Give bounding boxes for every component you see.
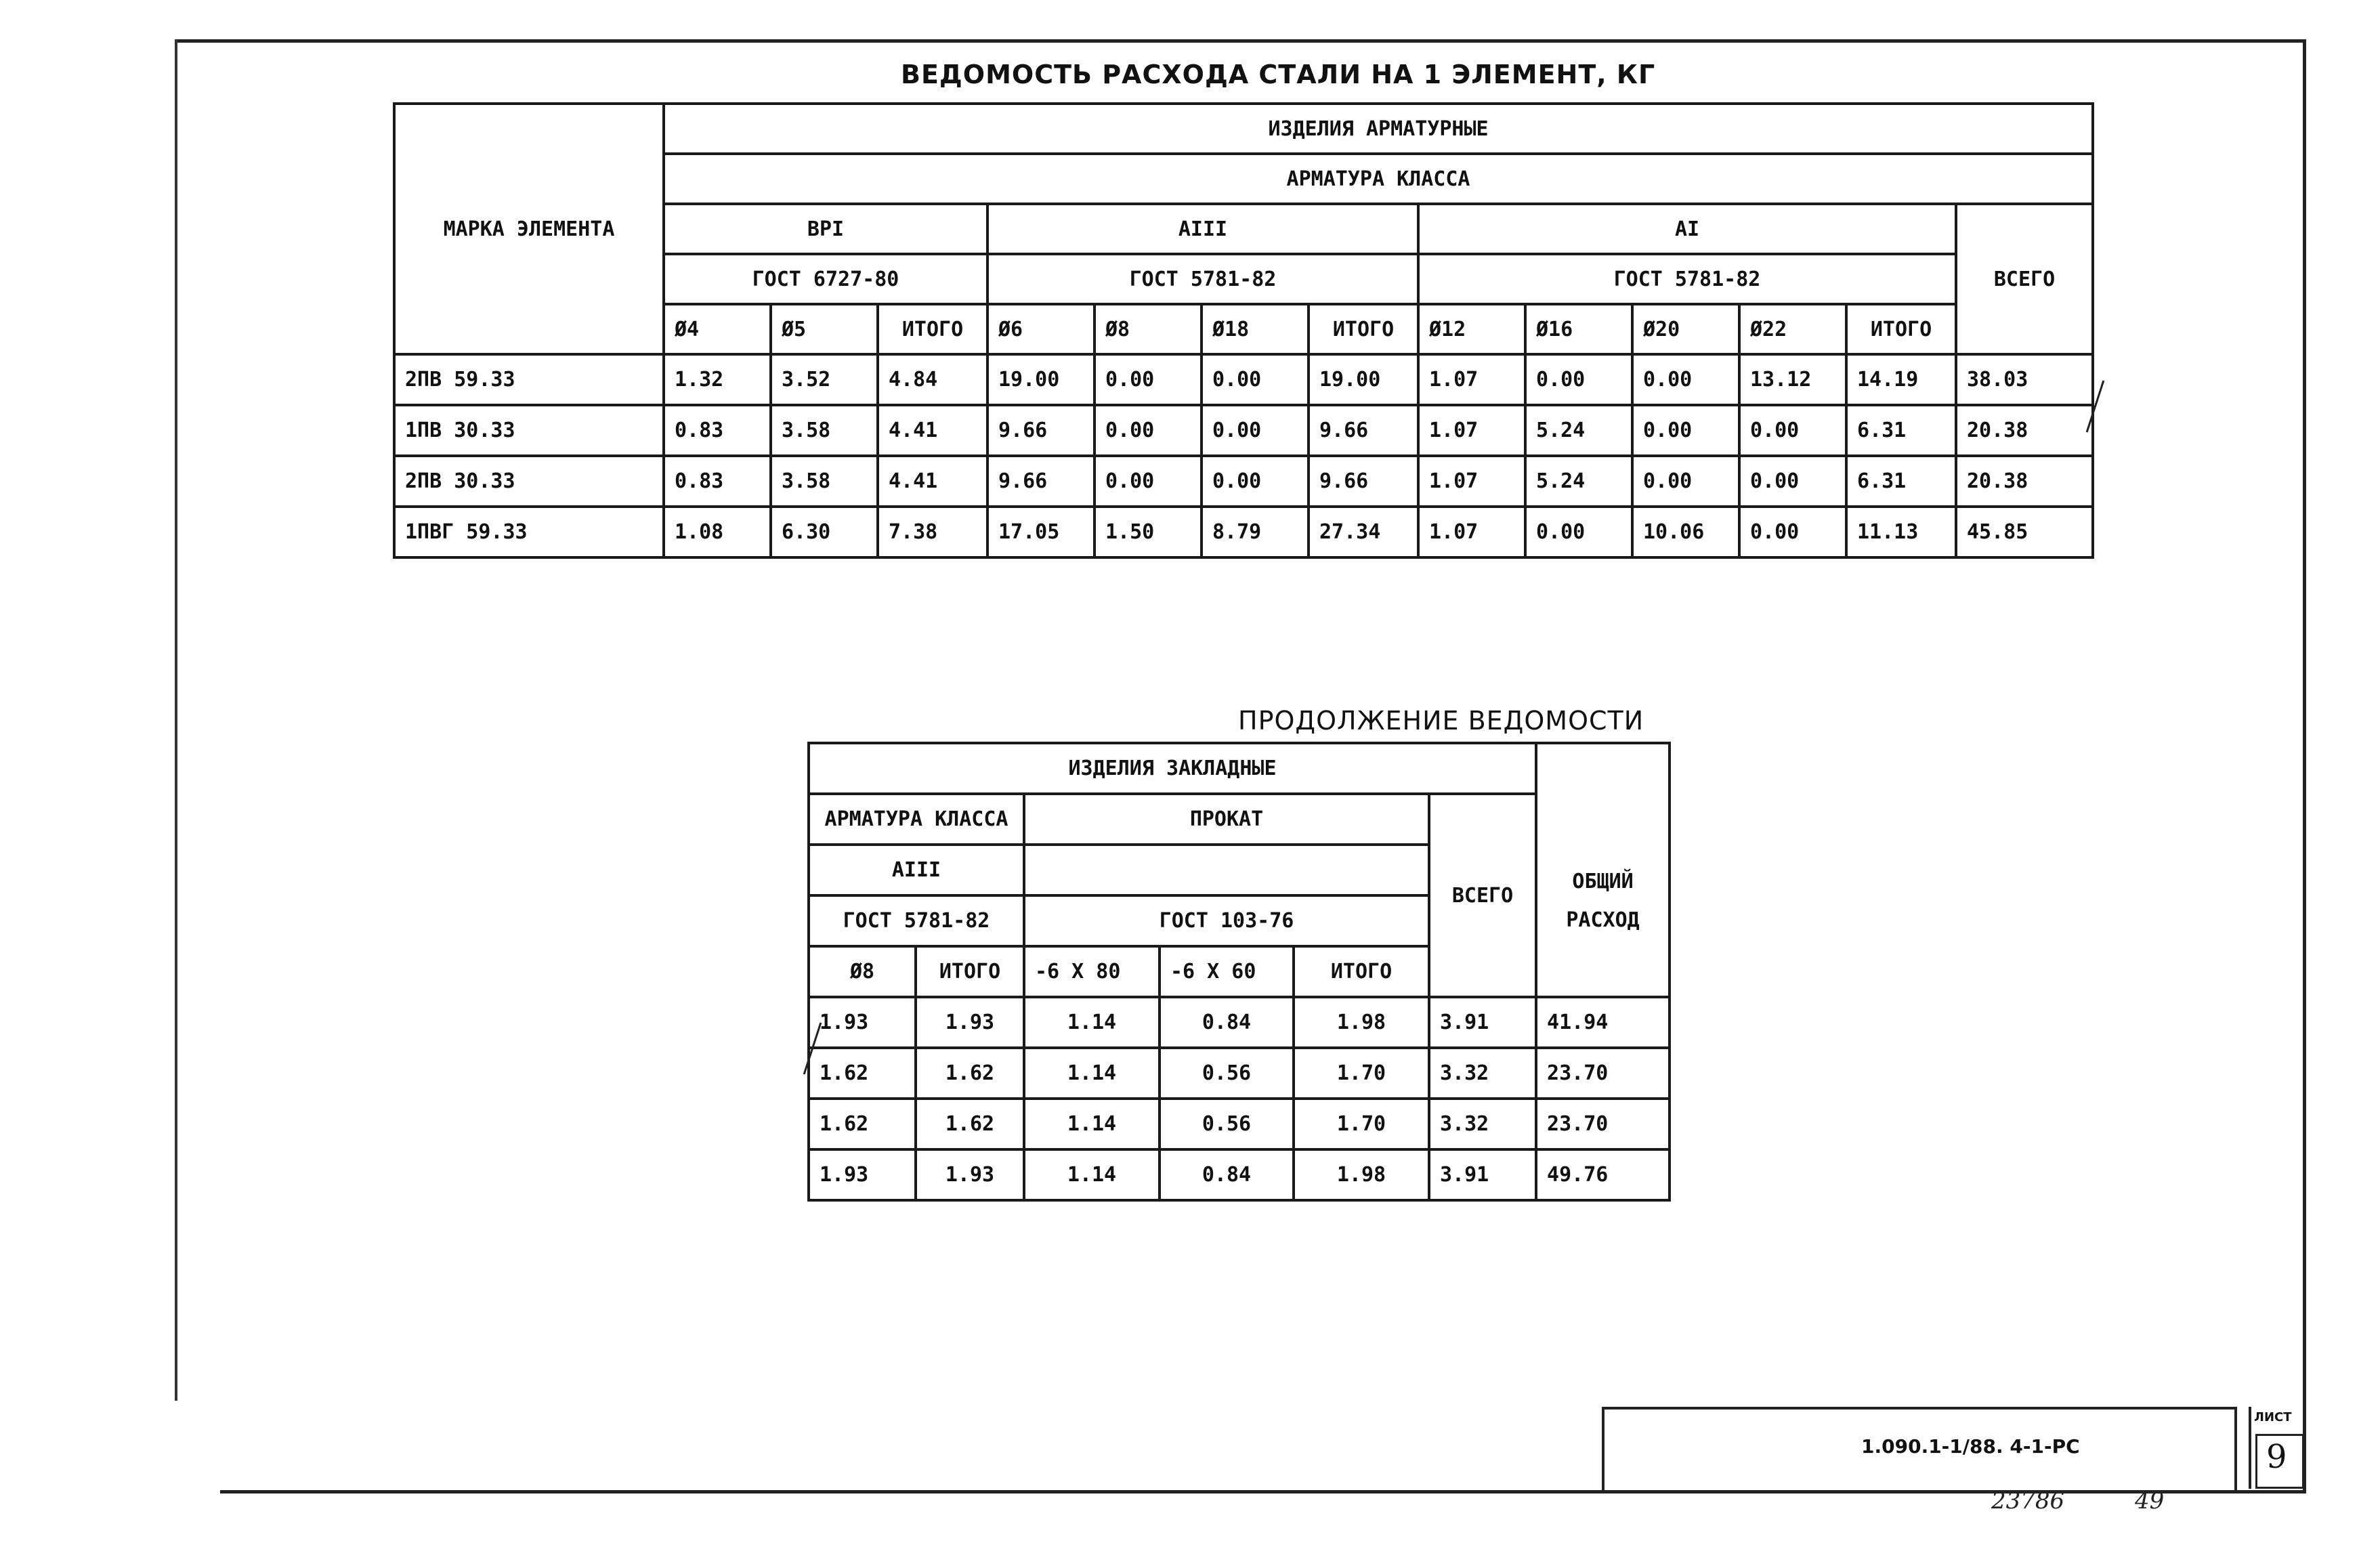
row-mark: 2ПВ 59.33 <box>394 354 664 405</box>
cell: 1.07 <box>1418 456 1525 507</box>
cell: 7.38 <box>878 507 987 557</box>
rolled-header: ПРОКАТ <box>1024 794 1429 845</box>
table-row <box>809 1099 1670 1149</box>
frame-left-line <box>175 39 177 1401</box>
cell: 1.14 <box>1024 1099 1160 1149</box>
class-bpi: ВРI <box>664 204 987 254</box>
col-header: Ø5 <box>771 304 878 354</box>
class-header: АРМАТУРА КЛАССА <box>664 154 2093 204</box>
sheet-label: ЛИСТ <box>2254 1410 2292 1424</box>
page-number: 49 <box>2135 1487 2165 1514</box>
rolled-gost: ГОСТ 103-76 <box>1024 895 1429 946</box>
cell: 1.62 <box>916 1048 1024 1099</box>
cell: 1.93 <box>809 997 916 1048</box>
cell: 1.14 <box>1024 997 1160 1048</box>
cell: 20.38 <box>1956 456 2093 507</box>
steel-consumption-table <box>393 102 2094 559</box>
row-mark: 1ПВ 30.33 <box>394 405 664 456</box>
cell: 6.31 <box>1846 456 1956 507</box>
cell: 1.14 <box>1024 1149 1160 1200</box>
cell: 3.91 <box>1429 1149 1536 1200</box>
cell: 0.00 <box>1739 405 1846 456</box>
col-header: Ø16 <box>1525 304 1632 354</box>
cell: 3.32 <box>1429 1048 1536 1099</box>
cell: 6.31 <box>1846 405 1956 456</box>
cell: 19.00 <box>987 354 1095 405</box>
cell: 0.00 <box>1202 456 1309 507</box>
col-header: Ø8 <box>809 946 916 997</box>
col-header: Ø22 <box>1739 304 1846 354</box>
table-row <box>394 507 2093 557</box>
group-header: ИЗДЕЛИЯ АРМАТУРНЫЕ <box>664 104 2093 154</box>
frame-right-line <box>2303 39 2306 1493</box>
cell: 0.00 <box>1525 354 1632 405</box>
cell: 0.56 <box>1160 1048 1294 1099</box>
cell: 1.98 <box>1294 997 1429 1048</box>
cell: 23.70 <box>1536 1048 1670 1099</box>
table-row <box>809 997 1670 1048</box>
cell: 5.24 <box>1525 456 1632 507</box>
total-header: ВСЕГО <box>1956 204 2093 354</box>
col-header: ИТОГО <box>1846 304 1956 354</box>
cell: 14.19 <box>1846 354 1956 405</box>
sheet-number: 9 <box>2266 1438 2287 1476</box>
cell: 45.85 <box>1956 507 2093 557</box>
cell: 1.14 <box>1024 1048 1160 1099</box>
cell: 9.66 <box>987 405 1095 456</box>
overall-header-line2: РАСХОД <box>1566 908 1640 932</box>
frame-top-line <box>175 39 2306 43</box>
empty-cell <box>1024 845 1429 895</box>
cell: 0.83 <box>664 456 771 507</box>
cell: 0.00 <box>1095 354 1202 405</box>
cell: 3.58 <box>771 405 878 456</box>
col-header: ИТОГО <box>1309 304 1418 354</box>
cell: 13.12 <box>1739 354 1846 405</box>
cell: 27.34 <box>1309 507 1418 557</box>
cell: 3.32 <box>1429 1099 1536 1149</box>
class-ai: АI <box>1418 204 1956 254</box>
cell: 1.93 <box>809 1149 916 1200</box>
cell: 3.52 <box>771 354 878 405</box>
row-mark: 1ПВГ 59.33 <box>394 507 664 557</box>
cell: 1.62 <box>809 1048 916 1099</box>
col-header: ИТОГО <box>916 946 1024 997</box>
cell: 1.07 <box>1418 405 1525 456</box>
document-title: ВЕДОМОСТЬ РАСХОДА СТАЛИ НА 1 ЭЛЕМЕНТ, КГ <box>901 60 1656 89</box>
cell: 0.00 <box>1739 456 1846 507</box>
cell: 0.00 <box>1632 456 1739 507</box>
cell: 1.93 <box>916 1149 1024 1200</box>
table-row <box>394 354 2093 405</box>
cell: 0.83 <box>664 405 771 456</box>
cell: 0.00 <box>1095 405 1202 456</box>
cell: 3.58 <box>771 456 878 507</box>
cell: 4.84 <box>878 354 987 405</box>
col-header: Ø20 <box>1632 304 1739 354</box>
embedded-items-table <box>807 742 1671 1202</box>
table-row <box>394 456 2093 507</box>
cell: 5.24 <box>1525 405 1632 456</box>
embedded-class-header: АРМАТУРА КЛАССА <box>809 794 1024 845</box>
col-header: Ø8 <box>1095 304 1202 354</box>
cell: 1.50 <box>1095 507 1202 557</box>
cell: 1.70 <box>1294 1099 1429 1149</box>
overall-header-line1: ОБЩИЙ <box>1572 869 1634 893</box>
embedded-group-header: ИЗДЕЛИЯ ЗАКЛАДНЫЕ <box>809 743 1536 794</box>
col-header: Ø6 <box>987 304 1095 354</box>
embedded-class-name: АIII <box>809 845 1024 895</box>
cell: 11.13 <box>1846 507 1956 557</box>
class-aiii: АIII <box>987 204 1418 254</box>
cell: 4.41 <box>878 405 987 456</box>
inventory-number: 23786 <box>1991 1487 2065 1514</box>
cell: 9.66 <box>987 456 1095 507</box>
continuation-title: ПРОДОЛЖЕНИЕ ВЕДОМОСТИ <box>1238 706 1644 736</box>
gost-ai: ГОСТ 5781-82 <box>1418 254 1956 304</box>
overall-header <box>1536 743 1670 997</box>
cell: 0.00 <box>1202 354 1309 405</box>
embedded-total-header: ВСЕГО <box>1429 794 1536 997</box>
cell: 0.00 <box>1632 405 1739 456</box>
document-code: 1.090.1-1/88. 4-1-РС <box>1861 1435 2080 1458</box>
cell: 0.00 <box>1202 405 1309 456</box>
embedded-class-gost: ГОСТ 5781-82 <box>809 895 1024 946</box>
table-row <box>809 1048 1670 1099</box>
cell: 1.93 <box>916 997 1024 1048</box>
cell: 1.62 <box>809 1099 916 1149</box>
col-header: -6 Х 60 <box>1160 946 1294 997</box>
col-header: Ø18 <box>1202 304 1309 354</box>
cell: 1.98 <box>1294 1149 1429 1200</box>
cell: 0.84 <box>1160 997 1294 1048</box>
cell: 0.56 <box>1160 1099 1294 1149</box>
cell: 23.70 <box>1536 1099 1670 1149</box>
col-header: Ø4 <box>664 304 771 354</box>
cell: 0.00 <box>1525 507 1632 557</box>
cell: 4.41 <box>878 456 987 507</box>
mark-header: МАРКА ЭЛЕМЕНТА <box>394 104 664 354</box>
gost-aiii: ГОСТ 5781-82 <box>987 254 1418 304</box>
cell: 49.76 <box>1536 1149 1670 1200</box>
cell: 3.91 <box>1429 997 1536 1048</box>
table-row <box>809 1149 1670 1200</box>
cell: 19.00 <box>1309 354 1418 405</box>
cell: 1.62 <box>916 1099 1024 1149</box>
gost-bpi: ГОСТ 6727-80 <box>664 254 987 304</box>
cell: 17.05 <box>987 507 1095 557</box>
cell: 1.07 <box>1418 507 1525 557</box>
cell: 8.79 <box>1202 507 1309 557</box>
cell: 10.06 <box>1632 507 1739 557</box>
cell: 1.08 <box>664 507 771 557</box>
cell: 9.66 <box>1309 456 1418 507</box>
col-header: ИТОГО <box>878 304 987 354</box>
col-header: -6 Х 80 <box>1024 946 1160 997</box>
cell: 41.94 <box>1536 997 1670 1048</box>
col-header: Ø12 <box>1418 304 1525 354</box>
cell: 9.66 <box>1309 405 1418 456</box>
cell: 38.03 <box>1956 354 2093 405</box>
cell: 1.07 <box>1418 354 1525 405</box>
cell: 1.32 <box>664 354 771 405</box>
cell: 20.38 <box>1956 405 2093 456</box>
cell: 1.70 <box>1294 1048 1429 1099</box>
cell: 0.84 <box>1160 1149 1294 1200</box>
cell: 0.00 <box>1632 354 1739 405</box>
cell: 0.00 <box>1739 507 1846 557</box>
cell: 6.30 <box>771 507 878 557</box>
row-mark: 2ПВ 30.33 <box>394 456 664 507</box>
col-header: ИТОГО <box>1294 946 1429 997</box>
table-row <box>394 405 2093 456</box>
cell: 0.00 <box>1095 456 1202 507</box>
